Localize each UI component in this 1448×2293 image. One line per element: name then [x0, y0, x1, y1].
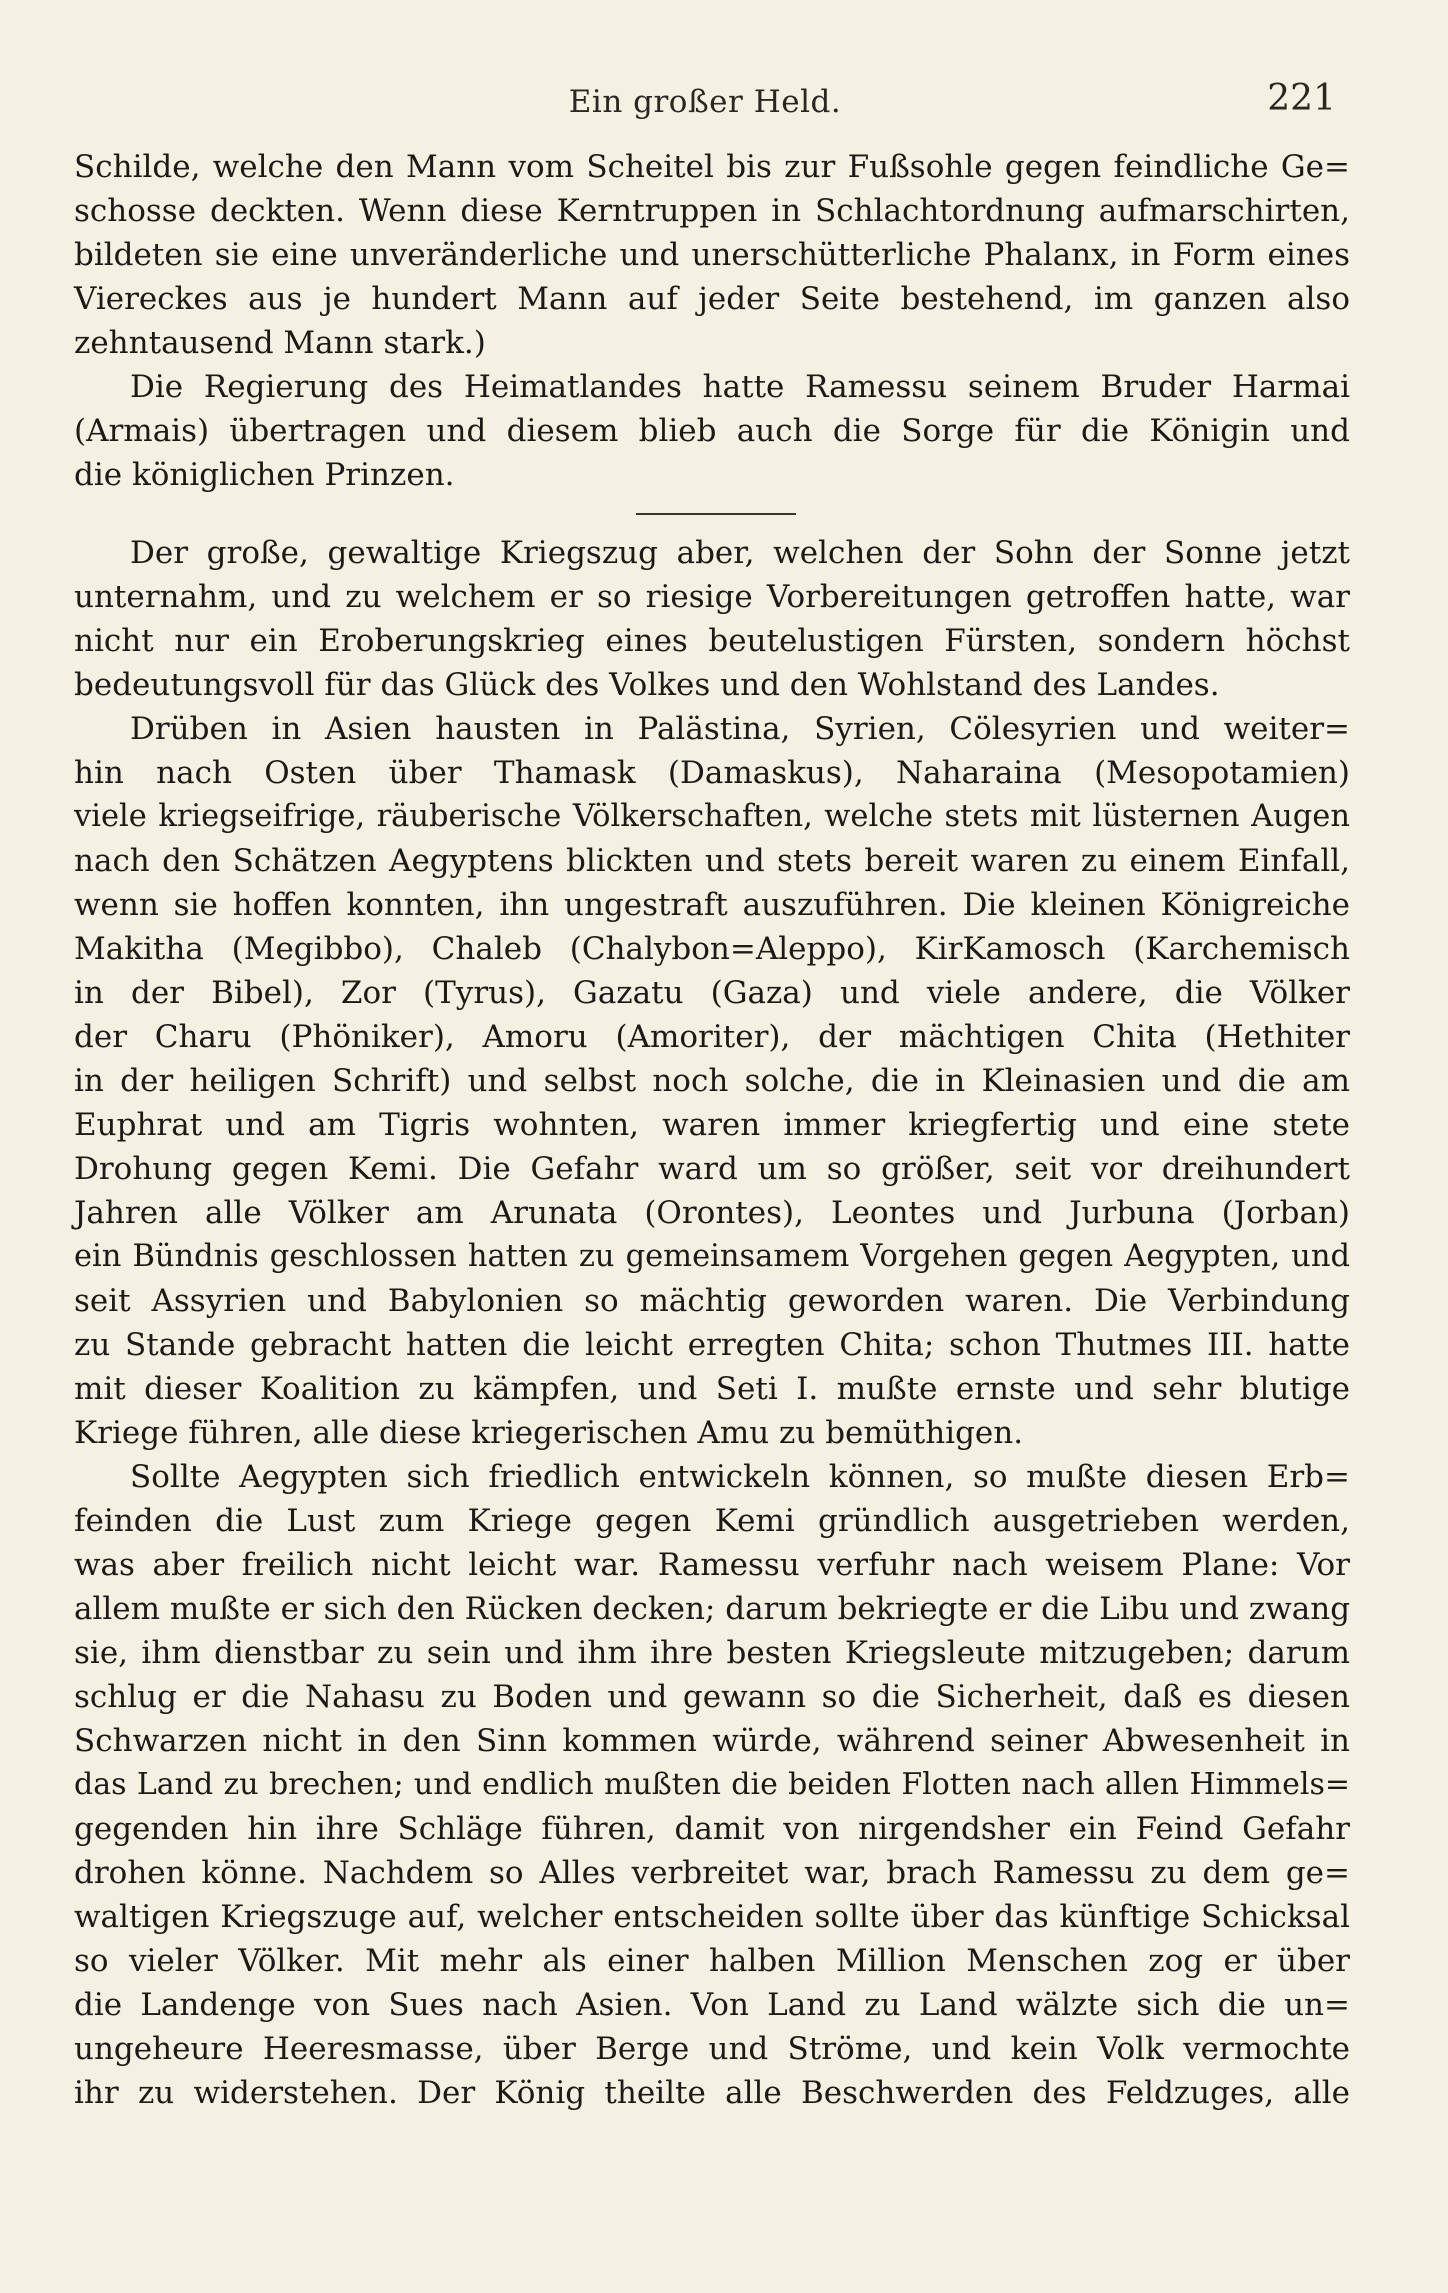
text-line: bildeten sie eine unveränderliche und unerschütterliche Phalanx, in Form eines: [74, 237, 1350, 273]
text-line: drohen könne. Nachdem so Alles verbreitet war, brach Ramessu zu dem ge=: [74, 1855, 1350, 1891]
text-line: in der heiligen Schrift) und selbst noch solche, die in Kleinasien und die am: [74, 1063, 1350, 1099]
text-line: seit Assyrien und Babylonien so mächtig geworden waren. Die Verbindung: [74, 1283, 1350, 1319]
text-line: hin nach Osten über Thamask (Damaskus), Naharaina (Mesopotamien): [74, 755, 1350, 791]
text-line: Sollte Aegypten sich friedlich entwickeln können, so mußte diesen Erb=: [130, 1459, 1350, 1495]
running-head: [74, 78, 1336, 128]
text-line: schosse deckten. Wenn diese Kerntruppen in Schlachtordnung aufmarschirten,: [74, 193, 1350, 229]
text-line: Der große, gewaltige Kriegszug aber, welchen der Sohn der Sonne jetzt: [130, 535, 1350, 571]
running-title: Ein großer Held.: [568, 84, 842, 120]
text-line: Schilde, welche den Mann vom Scheitel bis zur Fußsohle gegen feindliche Ge=: [74, 149, 1350, 185]
text-line: die königlichen Prinzen.: [74, 457, 455, 493]
text-line: nicht nur ein Eroberungskrieg eines beutelustigen Fürsten, sondern höchst: [74, 623, 1350, 659]
text-line: bedeutungsvoll für das Glück des Volkes und den Wohlstand des Landes.: [74, 667, 1220, 703]
text-line: das Land zu brechen; und endlich mußten die beiden Flotten nach allen Himmels=: [74, 1767, 1350, 1802]
text-line: allem mußte er sich den Rücken decken; darum bekriegte er die Libu und zwang: [74, 1591, 1351, 1627]
text-line: Drohung gegen Kemi. Die Gefahr ward um so größer, seit vor dreihundert: [74, 1151, 1350, 1187]
text-line: so vieler Völker. Mit mehr als einer halben Million Menschen zog er über: [74, 1943, 1350, 1979]
text-line: der Charu (Phöniker), Amoru (Amoriter), der mächtigen Chita (Hethiter: [74, 1019, 1350, 1055]
text-line: zu Stande gebracht hatten die leicht erregten Chita; schon Thutmes III. hatte: [74, 1327, 1350, 1363]
text-line: mit dieser Koalition zu kämpfen, und Seti I. mußte ernste und sehr blutige: [74, 1371, 1350, 1407]
text-line: nach den Schätzen Aegyptens blickten und stets bereit waren zu einem Einfall,: [74, 843, 1350, 879]
text-line: Kriege führen, alle diese kriegerischen Amu zu bemüthigen.: [74, 1415, 1024, 1451]
text-line: feinden die Lust zum Kriege gegen Kemi gründlich ausgetrieben werden,: [74, 1503, 1350, 1539]
text-line: zehntausend Mann stark.): [74, 325, 486, 361]
text-line: schlug er die Nahasu zu Boden und gewann so die Sicherheit, daß es diesen: [74, 1679, 1350, 1715]
text-line: Euphrat und am Tigris wohnten, waren immer kriegfertig und eine stete: [74, 1107, 1350, 1143]
text-line: Schwarzen nicht in den Sinn kommen würde, während seiner Abwesenheit in: [74, 1723, 1350, 1759]
text-line: Jahren alle Völker am Arunata (Orontes), Leontes und Jurbuna (Jorban): [74, 1195, 1350, 1231]
text-line: sie, ihm dienstbar zu sein und ihm ihre besten Kriegsleute mitzugeben; darum: [74, 1635, 1350, 1671]
text-line: Drüben in Asien hausten in Palästina, Syrien, Cölesyrien und weiter=: [130, 711, 1350, 747]
text-line: viele kriegseifrige, räuberische Völkerschaften, welche stets mit lüsternen Augen: [74, 799, 1350, 834]
text-line: wenn sie hoffen konnten, ihn ungestraft auszuführen. Die kleinen Königreiche: [74, 887, 1350, 923]
text-line: was aber freilich nicht leicht war. Ramessu verfuhr nach weisem Plane: Vor: [74, 1547, 1350, 1583]
text-block-1: [74, 145, 1350, 497]
text-line: Viereckes aus je hundert Mann auf jeder Seite bestehend, im ganzen also: [74, 281, 1350, 317]
text-line: gegenden hin ihre Schläge führen, damit von nirgendsher ein Feind Gefahr: [74, 1811, 1350, 1847]
text-line: die Landenge von Sues nach Asien. Von Land zu Land wälzte sich die un=: [74, 1987, 1350, 2023]
text-line: (Armais) übertragen und diesem blieb auch die Sorge für die Königin und: [74, 413, 1350, 449]
section-divider: [636, 513, 796, 515]
text-line: waltigen Kriegszuge auf, welcher entscheiden sollte über das künftige Schicksal: [74, 1899, 1350, 1935]
text-line: in der Bibel), Zor (Tyrus), Gazatu (Gaza) und viele andere, die Völker: [74, 975, 1350, 1011]
text-line: Makitha (Megibbo), Chaleb (Chalybon=Aleppo), KirKamosch (Karchemisch: [74, 931, 1350, 967]
text-line: unternahm, und zu welchem er so riesige Vorbereitungen getroffen hatte, war: [74, 579, 1350, 615]
text-line: ihr zu widerstehen. Der König theilte alle Beschwerden des Feldzuges, alle: [74, 2075, 1350, 2111]
text-line: Die Regierung des Heimatlandes hatte Ramessu seinem Bruder Harmai: [130, 369, 1350, 405]
text-line: ungeheure Heeresmasse, über Berge und Ströme, und kein Volk vermochte: [74, 2031, 1350, 2067]
text-line: ein Bündnis geschlossen hatten zu gemeinsamem Vorgehen gegen Aegypten, und: [74, 1239, 1350, 1274]
text-block-2: [74, 531, 1350, 2115]
page-number: 221: [1267, 78, 1336, 119]
